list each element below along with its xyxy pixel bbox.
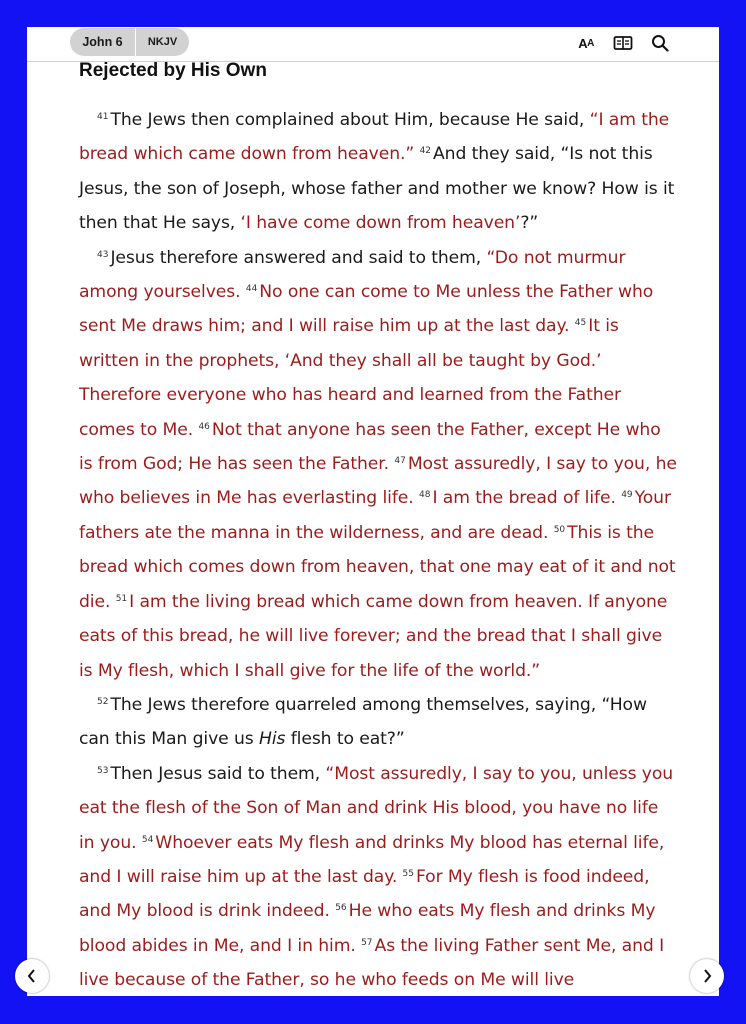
text-size-small-a: A <box>587 37 594 49</box>
search-icon[interactable] <box>649 33 671 53</box>
words-of-christ: Most assuredly, I say to you, he who believes in Me has everlasting life. <box>79 454 677 509</box>
verse-number[interactable]: 51 <box>115 593 128 604</box>
chevron-right-icon <box>701 968 713 984</box>
passage-text <box>79 103 679 996</box>
italic-text: His <box>259 729 286 750</box>
words-of-christ: “I am the bread which came down from heaven.” <box>79 110 670 165</box>
verse-number[interactable]: 45 <box>574 318 587 329</box>
verse-paragraph <box>79 103 679 241</box>
words-of-christ: Whoever eats My flesh and drinks My blood has eternal life, and I will raise him up at the last day. <box>79 832 665 887</box>
verse-number[interactable]: 49 <box>621 490 633 501</box>
verse-text: And they said, “Is not this Jesus, the son of Joseph, whose father and mother we know? How is it then that He says, <box>79 144 675 234</box>
verse-number[interactable]: 55 <box>402 868 414 879</box>
words-of-christ: This is the bread which comes down from heaven, that one may eat of it and not die. <box>79 522 676 612</box>
next-chapter-button[interactable] <box>690 959 724 993</box>
words-of-christ: He who eats My flesh and drinks My blood abides in Me, and I in him. <box>79 901 656 956</box>
previous-chapter-button[interactable] <box>15 959 49 993</box>
book-chapter-button[interactable]: John 6 <box>70 28 136 56</box>
words-of-christ: “Do not murmur among yourselves. <box>79 247 626 303</box>
words-of-christ: It is written in the prophets, ‘And they shall all be taught by God.’ Therefore everyone who has heard and learned from the Father comes to Me. <box>79 316 621 440</box>
verse-number[interactable]: 41 <box>97 112 109 122</box>
verse-paragraph <box>79 688 679 757</box>
toolbar-actions <box>575 33 671 53</box>
verse-paragraph <box>79 757 679 996</box>
book-icon[interactable] <box>612 33 634 53</box>
text-size-icon[interactable] <box>575 33 597 53</box>
words-of-christ: I am the bread of life. <box>432 488 622 509</box>
top-bar <box>27 27 719 62</box>
words-of-christ: For My flesh is food indeed, and My blood is drink indeed. <box>79 866 650 922</box>
verse-number[interactable]: 57 <box>361 937 373 948</box>
verse-text: flesh to eat?” <box>285 729 405 750</box>
bible-reader-screen <box>27 27 719 996</box>
verse-text: Then Jesus said to them, <box>110 763 326 784</box>
verse-number[interactable]: 44 <box>245 284 258 295</box>
passage-selector <box>70 28 189 56</box>
verse-number[interactable]: 52 <box>97 696 109 707</box>
verse-number[interactable]: 47 <box>394 456 406 467</box>
verse-number[interactable]: 48 <box>418 490 431 501</box>
section-heading: Rejected by His Own <box>79 60 267 81</box>
verse-number[interactable]: 50 <box>553 524 566 535</box>
verse-text <box>414 144 419 164</box>
verse-number[interactable]: 42 <box>419 146 432 157</box>
words-of-christ: No one can come to Me unless the Father who sent Me draws him; and I will raise him up at the last day. <box>79 282 654 337</box>
verse-text: The Jews therefore quarreled among themselves, saying, “How can this Man give us <box>79 694 647 750</box>
verse-number[interactable]: 53 <box>97 765 109 776</box>
words-of-christ: Your fathers ate the manna in the wilderness, and are dead. <box>79 488 671 543</box>
words-of-christ: ‘I have come down from heaven’ <box>240 213 521 234</box>
verse-number[interactable]: 56 <box>335 903 347 914</box>
words-of-christ: “Most assuredly, I say to you, unless you eat the flesh of the Son of Man and drink His blood, you have no life in you. <box>79 763 674 853</box>
words-of-christ: Not that anyone has seen the Father, except He who is from God; He has seen the Father. <box>79 419 661 475</box>
verse-number[interactable]: 46 <box>198 421 210 432</box>
version-button[interactable]: NKJV <box>147 36 178 48</box>
verse-number[interactable]: 54 <box>141 834 154 845</box>
verse-text: Jesus therefore answered and said to them, <box>110 247 487 268</box>
verse-number[interactable]: 43 <box>97 249 109 260</box>
words-of-christ: I am the living bread which came down from heaven. If anyone eats of this bread, he will live forever; and the bread that I shall give is My flesh, which I shall give for the life of the world.” <box>79 591 668 681</box>
verse-paragraph <box>79 241 679 688</box>
text-size-big-a: A <box>578 35 588 51</box>
verse-text: The Jews then complained about Him, because He said, <box>110 110 590 130</box>
words-of-christ: As the living Father sent Me, and I live because of the Father, so he who feeds on Me will live <box>79 935 665 991</box>
verse-text: ?” <box>520 213 539 234</box>
chapter-content <box>79 59 679 996</box>
chevron-left-icon <box>26 968 38 984</box>
